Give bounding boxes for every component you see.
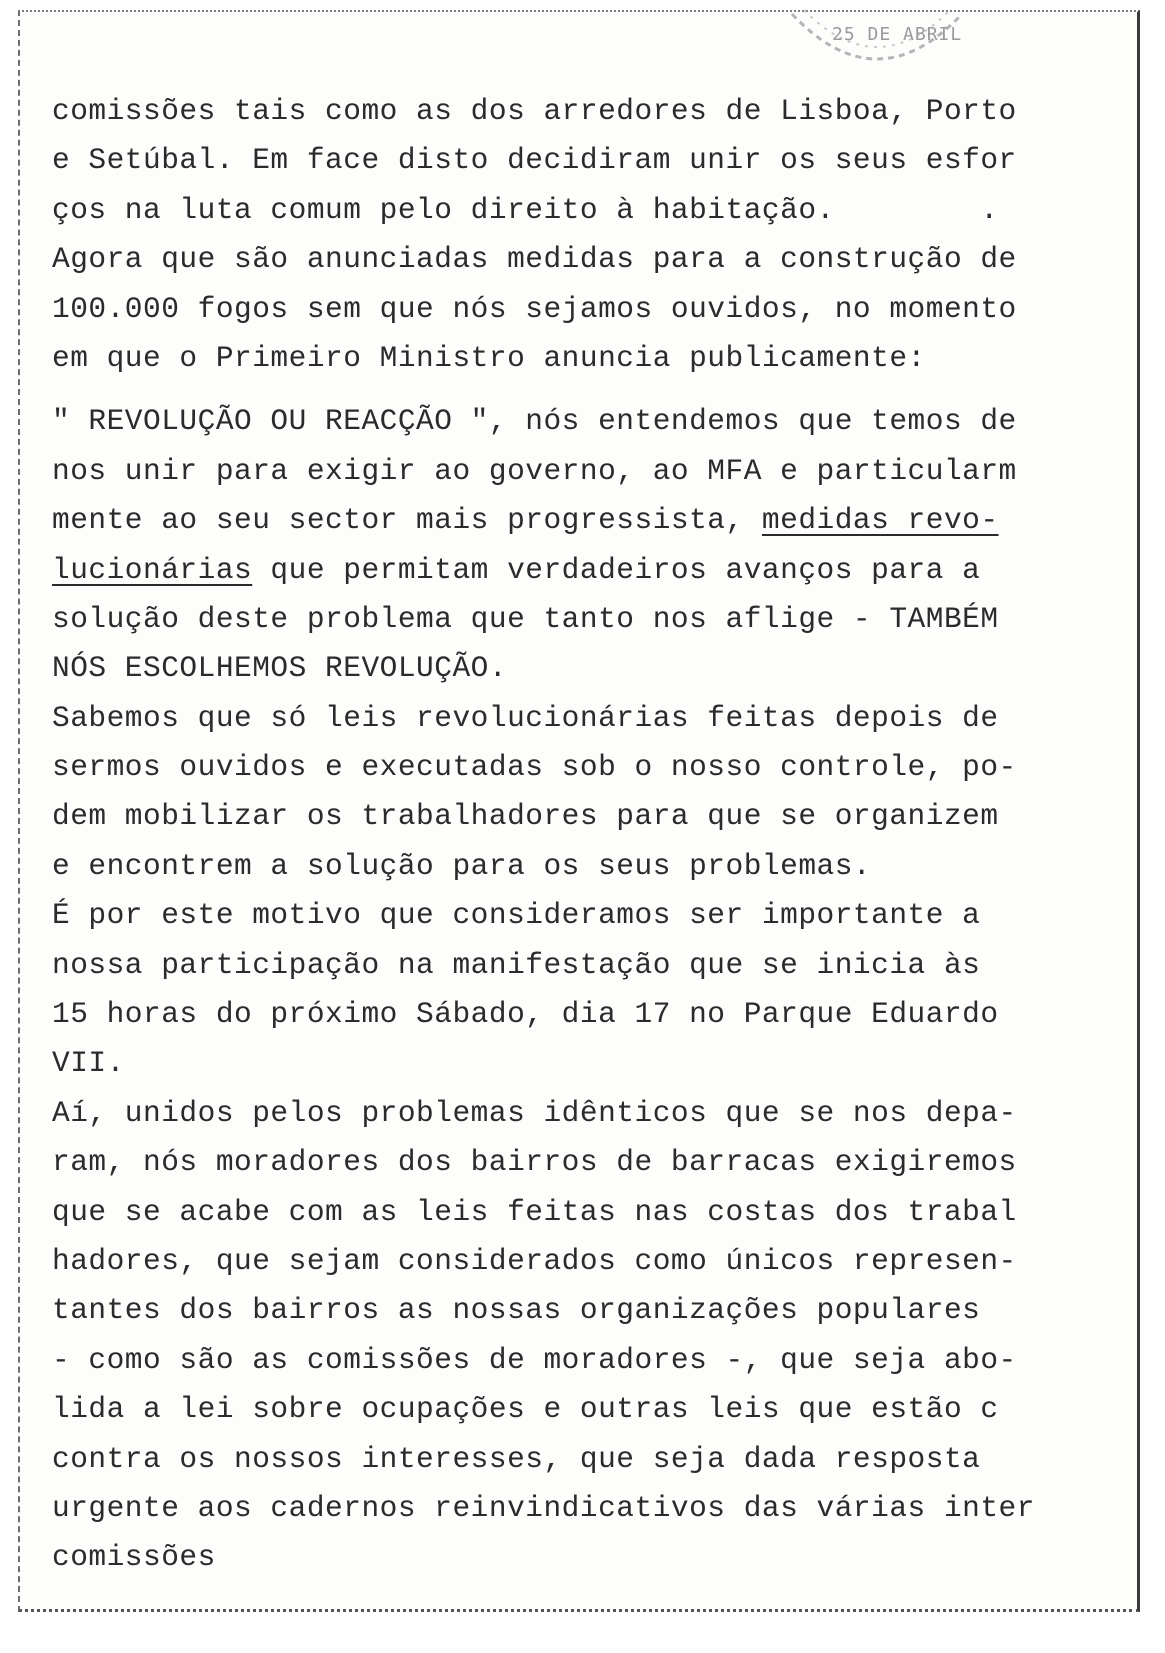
text-line: em que o Primeiro Ministro anuncia publicamente: [52,340,926,375]
text-line: comissões tais como as dos arredores de Lisboa, Porto [52,94,1017,128]
text-line: Agora que são anunciadas medidas para a construção de [52,242,1017,277]
text-line: contra os nossos interesses, que seja dada resposta [52,1441,981,1476]
text-line: e Setúbal. Em face disto decidiram unir os seus esfor [52,143,1017,178]
text-line: tantes dos bairros as nossas organizações populares [52,1293,981,1328]
text-line: NÓS ESCOLHEMOS REVOLUÇÃO. [52,651,508,686]
underlined-text: medidas revo- [761,503,999,538]
text-line: sermos ouvidos e executadas sob o nosso controle, po- [52,750,1017,785]
underlined-text: lucionárias [52,552,253,587]
text-line: Sabemos que só leis revolucionárias feitas depois de [52,700,999,735]
text-line: " REVOLUÇÃO OU REACÇÃO ", nós entendemos que temos de [52,404,1017,439]
text-line: solução deste problema que tanto nos aflige - TAMBÉM [52,601,999,636]
text-line: Aí, unidos pelos problemas idênticos que se nos depa- [52,1095,1017,1130]
text-line: VII. [52,1046,125,1081]
text-line: urgente aos cadernos reinvindicativos das várias inter [52,1490,1035,1525]
text-line: 100.000 fogos sem que nós sejamos ouvidos, no momento [52,291,1017,326]
text-line: É por este motivo que consideramos ser importante a [52,898,981,933]
text-line: dem mobilizar os trabalhadores para que se organizem [52,799,999,834]
text-line [52,546,1132,595]
text-line [52,496,1132,545]
text-line: lida a lei sobre ocupações e outras leis que estão c [52,1392,999,1427]
text-line: ços na luta comum pelo direito à habitação. . [52,192,999,227]
text-line: hadores, que sejam considerados como únicos represen- [52,1243,1017,1278]
text-line: - como são as comissões de moradores -, que seja abo- [52,1342,1017,1377]
stamp-seal [782,4,972,94]
text-line: 15 horas do próximo Sábado, dia 17 no Parque Eduardo [52,997,999,1032]
text-line: nos unir para exigir ao governo, ao MFA e particularm [52,453,1017,488]
text-line: ram, nós moradores dos bairros de barracas exigiremos [52,1145,1017,1180]
text-line: nossa participação na manifestação que se inicia às [52,947,981,982]
text-line: e encontrem a solução para os seus problemas. [52,848,872,883]
stamp-date: 25 DE ABRIL [832,24,963,45]
text-line: que se acabe com as leis feitas nas costas dos trabal [52,1194,1017,1229]
text-segment: que permitam verdadeiros avanços para a [252,552,981,587]
document-body [52,87,1132,1583]
text-segment: mente ao seu sector mais progressista, [52,503,762,538]
text-line: comissões [52,1540,216,1575]
